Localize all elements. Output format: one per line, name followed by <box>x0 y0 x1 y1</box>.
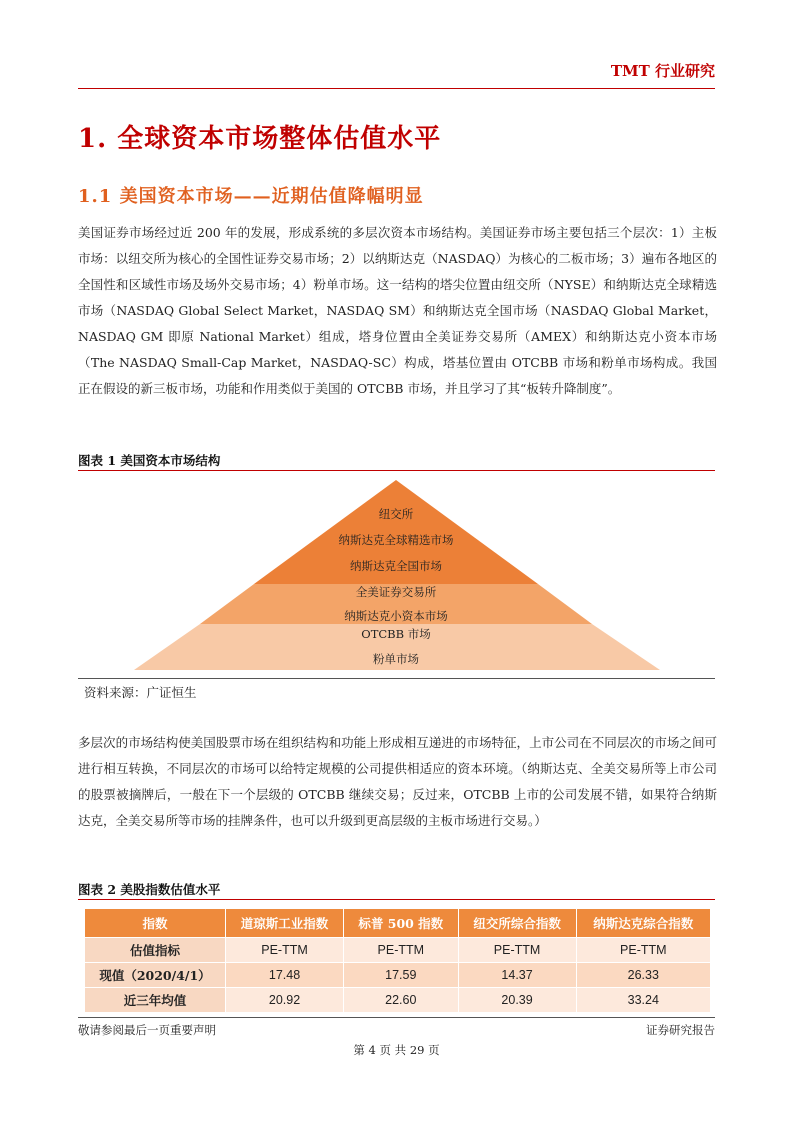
table-row <box>85 988 711 1013</box>
header-cell: 指数 <box>85 909 226 938</box>
valuation-table <box>84 908 711 1013</box>
table-header-row <box>85 909 711 938</box>
subsection-title: 1.1 美国资本市场——近期估值降幅明显 <box>78 186 424 207</box>
table-cell: 22.60 <box>344 988 459 1013</box>
table-cell: PE-TTM <box>226 938 344 963</box>
tier-top-line-1: 纽交所 <box>378 507 414 521</box>
header-rule <box>78 88 715 89</box>
table-cell: 17.59 <box>344 963 459 988</box>
table-cell: 33.24 <box>576 988 710 1013</box>
tier-bottom-line-2: 粉单市场 <box>373 652 419 666</box>
figure-1-source: 资料来源：广证恒生 <box>84 685 197 700</box>
table-cell: PE-TTM <box>344 938 459 963</box>
footer-rule <box>78 1017 715 1018</box>
footer-disclaimer: 敬请参阅最后一页重要声明 <box>78 1023 216 1037</box>
tier-middle-line-2: 纳斯达克小资本市场 <box>344 609 448 623</box>
header-tag: TMT 行业研究 <box>610 62 715 80</box>
footer-report-type: 证券研究报告 <box>646 1023 715 1037</box>
header-cell: 标普 500 指数 <box>344 909 459 938</box>
figure-1-label: 图表 1 美国资本市场结构 <box>78 453 221 468</box>
table-cell: PE-TTM <box>458 938 576 963</box>
table-row <box>85 963 711 988</box>
table-cell: 20.39 <box>458 988 576 1013</box>
figure-2-label: 图表 2 美股指数估值水平 <box>78 882 221 897</box>
paragraph-2: 多层次的市场结构使美国股票市场在组织结构和功能上形成相互递进的市场特征，上市公司在不同层次的市场之间可进行相互转换，不同层次的市场可以给特定规模的公司提供相适应的资本环境。（纳斯达克、全美交易所等上市公司的股票被摘牌后，一般在下一个层级的 OTCBB 继续交易；反过来，OTCBB 上市的公司发展不错，如果符合纳斯达克，全美交易所等市场的挂牌条件，也可以升级到更高层级的主板市场进行交易。） <box>78 735 717 828</box>
table-cell: 14.37 <box>458 963 576 988</box>
tier-middle-line-1: 全美证券交易所 <box>355 585 437 599</box>
tier-top-line-3: 纳斯达克全国市场 <box>350 559 442 573</box>
header-cell: 纽交所综合指数 <box>458 909 576 938</box>
row-label: 近三年均值 <box>85 988 226 1013</box>
table-cell: PE-TTM <box>576 938 710 963</box>
row-label: 现值（2020/4/1） <box>85 963 226 988</box>
table-cell: 17.48 <box>226 963 344 988</box>
figure-1-rule <box>78 470 715 471</box>
table-cell: 20.92 <box>226 988 344 1013</box>
paragraph-1: 美国证券市场经过近 200 年的发展，形成系统的多层次资本市场结构。美国证券市场主要包括三个层次：1）主板市场：以纽交所为核心的全国性证券交易市场；2）以纳斯达克（NASDAQ）为核心的二板市场；3）遍布各地区的全国性和区域性市场及场外交易市场；4）粉单市场。这一结构的塔尖位置由纽交所（NYSE）和纳斯达克全球精选市场（NASDAQ Global Select Market，NASDAQ SM）和纳斯达克全国市场（NASDAQ Global Market，NASDAQ GM 即原 National Market）组成，塔身位置由全美证券交易所（AMEX）和纳斯达克小资本市场（The NASDAQ Small-Cap Market，NASDAQ-SC）构成，塔基位置由 OTCBB 市场和粉单市场构成。我国正在假设的新三板市场，功能和作用类似于美国的 OTCBB 市场，并且学习了其“板转升降制度”。 <box>78 225 717 396</box>
market-pyramid <box>78 472 715 678</box>
table-cell: 26.33 <box>576 963 710 988</box>
page-number: 第 4 页 共 29 页 <box>353 1043 440 1057</box>
figure-1-bottom-rule <box>78 678 715 679</box>
tier-bottom-line-1: OTCBB 市场 <box>361 627 431 641</box>
figure-2-rule <box>78 899 715 900</box>
tier-top-line-2: 纳斯达克全球精选市场 <box>338 533 454 547</box>
header-cell: 纳斯达克综合指数 <box>576 909 710 938</box>
table-row <box>85 938 711 963</box>
row-label: 估值指标 <box>85 938 226 963</box>
header-cell: 道琼斯工业指数 <box>226 909 344 938</box>
section-title: 1. 全球资本市场整体估值水平 <box>78 124 442 154</box>
